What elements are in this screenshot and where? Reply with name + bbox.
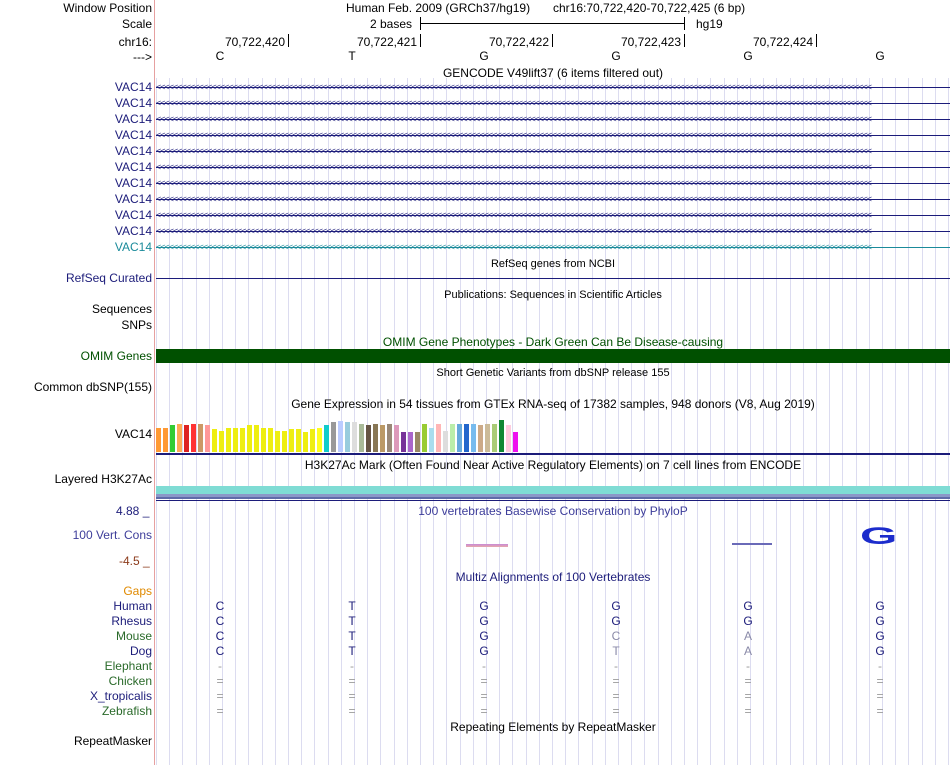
sequences-track-label[interactable]: Sequences — [91, 302, 152, 316]
gtex-tissue-bar[interactable] — [226, 428, 231, 452]
ruler-tick — [816, 34, 817, 47]
gtex-tissue-bar[interactable] — [205, 425, 210, 452]
gtex-tissue-bar[interactable] — [219, 431, 224, 452]
gencode-item-label[interactable]: VAC14 — [114, 80, 152, 94]
aligned-base: = — [876, 704, 884, 718]
gtex-tissue-bar[interactable] — [303, 432, 308, 452]
ruler-tick — [288, 34, 289, 47]
gencode-item-label[interactable]: VAC14 — [114, 224, 152, 238]
dbsnp-track-title[interactable]: Short Genetic Variants from dbSNP release 155 — [436, 367, 670, 379]
gtex-tissue-bar[interactable] — [282, 431, 287, 452]
species-label[interactable]: X_tropicalis — [89, 689, 152, 703]
aligned-base: G — [479, 629, 489, 643]
species-label[interactable]: Rhesus — [111, 614, 152, 628]
strand-arrows: <<<<<<<<<<<<<<<<<<<<<<<<<<<<<<<<<<<<<<<<<<<<<<<<<<<<<<<<<<<<<<<<<<<<<<<<<<<<<<<<<<<<<<<<<<<<<<<<<<<<<<<<<<<<<<<<<<<<<<<<<<<<<<<<<<<<<<<<<<<<<<<<<<<<<<<<<<<<<<<<<<<<<<<< — [156, 195, 871, 204]
gencode-item-label[interactable]: VAC14 — [114, 160, 152, 174]
aligned-base: = — [612, 674, 620, 688]
strand-arrows: <<<<<<<<<<<<<<<<<<<<<<<<<<<<<<<<<<<<<<<<<<<<<<<<<<<<<<<<<<<<<<<<<<<<<<<<<<<<<<<<<<<<<<<<<<<<<<<<<<<<<<<<<<<<<<<<<<<<<<<<<<<<<<<<<<<<<<<<<<<<<<<<<<<<<<<<<<<<<<<<<<<<<<<< — [156, 83, 871, 92]
dna-base: G — [875, 49, 885, 63]
gtex-track-label[interactable]: VAC14 — [114, 427, 152, 441]
gtex-tissue-bar[interactable] — [499, 420, 504, 452]
refseq-gene[interactable] — [156, 278, 950, 279]
gtex-tissue-bar[interactable] — [261, 428, 266, 452]
gencode-item-label[interactable]: VAC14 — [114, 208, 152, 222]
gtex-tissue-bar[interactable] — [394, 425, 399, 452]
gencode-item-label[interactable]: VAC14 — [114, 112, 152, 126]
h3k27ac-track-label[interactable]: Layered H3K27Ac — [54, 472, 152, 486]
strand-arrows: <<<<<<<<<<<<<<<<<<<<<<<<<<<<<<<<<<<<<<<<<<<<<<<<<<<<<<<<<<<<<<<<<<<<<<<<<<<<<<<<<<<<<<<<<<<<<<<<<<<<<<<<<<<<<<<<<<<<<<<<<<<<<<<<<<<<<<<<<<<<<<<<<<<<<<<<<<<<<<<<<<<<<<<< — [156, 211, 871, 220]
aligned-base: - — [482, 659, 486, 673]
gtex-track-title[interactable]: Gene Expression in 54 tissues from GTEx RNA-seq of 17382 samples, 948 donors (V8, Aug 2019) — [291, 397, 815, 411]
dna-base: G — [479, 49, 489, 63]
gtex-tissue-bar[interactable] — [331, 422, 336, 452]
phylop-max-label: 4.88 _ — [116, 504, 150, 518]
gtex-tissue-bar[interactable] — [310, 429, 315, 452]
aligned-base: = — [744, 689, 752, 703]
gtex-tissue-bar[interactable] — [184, 425, 189, 452]
gtex-tissue-bar[interactable] — [471, 424, 476, 452]
phylop-track-title[interactable]: 100 vertebrates Basewise Conservation by PhyloP — [418, 504, 688, 518]
gtex-tissue-bar[interactable] — [464, 424, 469, 452]
species-label[interactable]: Human — [113, 599, 152, 613]
aligned-base: = — [876, 689, 884, 703]
aligned-base: C — [611, 629, 621, 643]
gtex-tissue-bar[interactable] — [429, 428, 434, 452]
ruler-position-label: 70,722,421 — [356, 35, 417, 49]
aligned-base: A — [743, 644, 752, 658]
gtex-expression-chart[interactable] — [156, 413, 556, 452]
gtex-tissue-bar[interactable] — [268, 428, 273, 452]
dna-base: G — [611, 49, 621, 63]
species-label[interactable]: Dog — [129, 644, 152, 658]
gtex-tissue-bar[interactable] — [198, 424, 203, 452]
gtex-tissue-bar[interactable] — [359, 424, 364, 452]
aligned-base: C — [215, 629, 225, 643]
aligned-base: T — [348, 644, 356, 658]
strand-arrows: <<<<<<<<<<<<<<<<<<<<<<<<<<<<<<<<<<<<<<<<<<<<<<<<<<<<<<<<<<<<<<<<<<<<<<<<<<<<<<<<<<<<<<<<<<<<<<<<<<<<<<<<<<<<<<<<<<<<<<<<<<<<<<<<<<<<<<<<<<<<<<<<<<<<<<<<<<<<<<<<<<<<<<<< — [156, 131, 871, 140]
ruler-position-label: 70,722,420 — [224, 35, 285, 49]
scale-text: 2 bases — [370, 17, 413, 31]
gencode-item-label[interactable]: VAC14 — [114, 128, 152, 142]
gtex-tissue-bar[interactable] — [177, 424, 182, 452]
gencode-item-label[interactable]: VAC14 — [114, 240, 152, 254]
aligned-base: G — [875, 614, 885, 628]
gtex-tissue-bar[interactable] — [457, 424, 462, 452]
aligned-base: = — [216, 674, 224, 688]
aligned-base: G — [743, 614, 753, 628]
h3k27ac-layer-1[interactable] — [156, 486, 950, 494]
multiz-track-title[interactable]: Multiz Alignments of 100 Vertebrates — [455, 570, 651, 584]
aligned-base: = — [480, 674, 488, 688]
aligned-base: = — [348, 704, 356, 718]
dna-base: C — [215, 49, 225, 63]
gtex-tissue-bar[interactable] — [247, 425, 252, 452]
scale-bar — [420, 23, 684, 24]
gtex-tissue-bar[interactable] — [506, 425, 511, 452]
aligned-base: = — [744, 674, 752, 688]
aligned-base: A — [743, 629, 752, 643]
gtex-tissue-bar[interactable] — [317, 428, 322, 452]
aligned-base: T — [612, 644, 620, 658]
aligned-base: G — [743, 599, 753, 613]
aligned-base: C — [215, 599, 225, 613]
position-readout[interactable]: chr16:70,722,420-70,722,425 (6 bp) — [553, 1, 746, 15]
gtex-tissue-bar[interactable] — [485, 424, 490, 452]
aligned-base: = — [480, 704, 488, 718]
gtex-tissue-bar[interactable] — [443, 431, 448, 452]
aligned-base: G — [479, 614, 489, 628]
aligned-base: = — [612, 689, 620, 703]
aligned-base: = — [348, 674, 356, 688]
ruler-tick — [552, 34, 553, 47]
phylop-logo-g: G — [860, 523, 898, 550]
repeatmasker-track-label[interactable]: RepeatMasker — [73, 734, 152, 748]
dna-base: G — [743, 49, 753, 63]
aligned-base: G — [611, 614, 621, 628]
ruler-position-label: 70,722,424 — [752, 35, 813, 49]
phylop-min-label: -4.5 _ — [119, 554, 150, 568]
gtex-baseline — [156, 453, 950, 455]
aligned-base: = — [348, 689, 356, 703]
aligned-base: = — [612, 704, 620, 718]
aligned-base: T — [348, 599, 356, 613]
aligned-base: - — [350, 659, 354, 673]
strand-arrows: <<<<<<<<<<<<<<<<<<<<<<<<<<<<<<<<<<<<<<<<<<<<<<<<<<<<<<<<<<<<<<<<<<<<<<<<<<<<<<<<<<<<<<<<<<<<<<<<<<<<<<<<<<<<<<<<<<<<<<<<<<<<<<<<<<<<<<<<<<<<<<<<<<<<<<<<<<<<<<<<<<<<<<<< — [156, 227, 871, 236]
label-divider[interactable] — [154, 0, 155, 765]
gencode-item-label[interactable]: VAC14 — [114, 144, 152, 158]
aligned-base: C — [215, 644, 225, 658]
ruler-position-label: 70,722,422 — [488, 35, 549, 49]
gtex-tissue-bar[interactable] — [170, 425, 175, 452]
gtex-tissue-bar[interactable] — [415, 432, 420, 452]
gencode-item-label[interactable]: VAC14 — [114, 96, 152, 110]
aligned-base: = — [876, 674, 884, 688]
aligned-base: G — [875, 629, 885, 643]
gtex-tissue-bar[interactable] — [492, 424, 497, 452]
gencode-item-label[interactable]: VAC14 — [114, 176, 152, 190]
gtex-tissue-bar[interactable] — [380, 425, 385, 452]
chrom-label: chr16: — [118, 35, 152, 49]
refseq-track-label[interactable]: RefSeq Curated — [65, 271, 152, 285]
aligned-base: T — [348, 629, 356, 643]
strand-arrows: <<<<<<<<<<<<<<<<<<<<<<<<<<<<<<<<<<<<<<<<<<<<<<<<<<<<<<<<<<<<<<<<<<<<<<<<<<<<<<<<<<<<<<<<<<<<<<<<<<<<<<<<<<<<<<<<<<<<<<<<<<<<<<<<<<<<<<<<<<<<<<<<<<<<<<<<<<<<<<<<<<<<<<<< — [156, 179, 871, 188]
strand-arrows: <<<<<<<<<<<<<<<<<<<<<<<<<<<<<<<<<<<<<<<<<<<<<<<<<<<<<<<<<<<<<<<<<<<<<<<<<<<<<<<<<<<<<<<<<<<<<<<<<<<<<<<<<<<<<<<<<<<<<<<<<<<<<<<<<<<<<<<<<<<<<<<<<<<<<<<<<<<<<<<<<<<<<<<< — [156, 243, 871, 252]
omim-gene-bar[interactable] — [156, 349, 950, 363]
gtex-tissue-bar[interactable] — [373, 424, 378, 452]
gtex-tissue-bar[interactable] — [422, 424, 427, 452]
scale-label: Scale — [121, 17, 152, 31]
gencode-item-label[interactable]: VAC14 — [114, 192, 152, 206]
strand-arrows: <<<<<<<<<<<<<<<<<<<<<<<<<<<<<<<<<<<<<<<<<<<<<<<<<<<<<<<<<<<<<<<<<<<<<<<<<<<<<<<<<<<<<<<<<<<<<<<<<<<<<<<<<<<<<<<<<<<<<<<<<<<<<<<<<<<<<<<<<<<<<<<<<<<<<<<<<<<<<<<<<<<<<<<< — [156, 163, 871, 172]
aligned-base: G — [479, 599, 489, 613]
gtex-tissue-bar[interactable] — [289, 429, 294, 452]
dna-base: T — [348, 49, 356, 63]
strand-label: ---> — [133, 50, 152, 64]
species-label[interactable]: Mouse — [115, 629, 152, 643]
strand-arrows: <<<<<<<<<<<<<<<<<<<<<<<<<<<<<<<<<<<<<<<<<<<<<<<<<<<<<<<<<<<<<<<<<<<<<<<<<<<<<<<<<<<<<<<<<<<<<<<<<<<<<<<<<<<<<<<<<<<<<<<<<<<<<<<<<<<<<<<<<<<<<<<<<<<<<<<<<<<<<<<<<<<<<<<< — [156, 115, 871, 124]
gtex-tissue-bar[interactable] — [408, 432, 413, 452]
gtex-tissue-bar[interactable] — [254, 425, 259, 452]
gtex-tissue-bar[interactable] — [156, 428, 161, 452]
aligned-base: = — [744, 704, 752, 718]
gtex-tissue-bar[interactable] — [478, 425, 483, 452]
gtex-tissue-bar[interactable] — [324, 425, 329, 452]
assembly-title: Human Feb. 2009 (GRCh37/hg19) — [346, 1, 531, 15]
snps-track-label[interactable]: SNPs — [121, 318, 152, 332]
gtex-tissue-bar[interactable] — [296, 429, 301, 452]
h3k27ac-baseline — [156, 500, 950, 501]
omim-track-title[interactable]: OMIM Gene Phenotypes - Dark Green Can Be Disease-causing — [382, 335, 724, 349]
refseq-track-title[interactable]: RefSeq genes from NCBI — [490, 258, 616, 270]
gtex-tissue-bar[interactable] — [240, 428, 245, 452]
gtex-tissue-bar[interactable] — [401, 432, 406, 452]
scale-bar-right — [684, 17, 685, 30]
phylop-track-label[interactable]: 100 Vert. Cons — [72, 528, 152, 542]
gtex-tissue-bar[interactable] — [233, 428, 238, 452]
aligned-base: T — [348, 614, 356, 628]
gtex-tissue-bar[interactable] — [275, 431, 280, 452]
species-label[interactable]: Chicken — [108, 674, 152, 688]
phylop-signal-2[interactable] — [732, 543, 772, 545]
gtex-tissue-bar[interactable] — [212, 429, 217, 452]
aligned-base: G — [611, 599, 621, 613]
gtex-tissue-bar[interactable] — [345, 422, 350, 452]
ruler-tick — [420, 34, 421, 47]
ruler-position-label: 70,722,423 — [620, 35, 681, 49]
species-label[interactable]: Zebrafish — [101, 704, 152, 718]
strand-arrows: <<<<<<<<<<<<<<<<<<<<<<<<<<<<<<<<<<<<<<<<<<<<<<<<<<<<<<<<<<<<<<<<<<<<<<<<<<<<<<<<<<<<<<<<<<<<<<<<<<<<<<<<<<<<<<<<<<<<<<<<<<<<<<<<<<<<<<<<<<<<<<<<<<<<<<<<<<<<<<<<<<<<<<<< — [156, 99, 871, 108]
phylop-signal-1[interactable] — [466, 544, 508, 547]
gtex-tissue-bar[interactable] — [387, 424, 392, 452]
gtex-tissue-bar[interactable] — [338, 421, 343, 452]
gtex-tissue-bar[interactable] — [352, 422, 357, 452]
species-label[interactable]: Elephant — [104, 659, 152, 673]
aligned-base: G — [875, 644, 885, 658]
aligned-base: = — [216, 704, 224, 718]
gaps-label: Gaps — [123, 584, 152, 598]
aligned-base: = — [216, 689, 224, 703]
aligned-base: C — [215, 614, 225, 628]
gtex-tissue-bar[interactable] — [436, 424, 441, 452]
gtex-tissue-bar[interactable] — [513, 432, 518, 452]
ruler-tick — [684, 34, 685, 47]
gtex-tissue-bar[interactable] — [163, 428, 168, 452]
h3k27ac-track-title[interactable]: H3K27Ac Mark (Often Found Near Active Regulatory Elements) on 7 cell lines from ENCODE — [304, 458, 802, 472]
db-label: hg19 — [696, 17, 723, 31]
strand-arrows: <<<<<<<<<<<<<<<<<<<<<<<<<<<<<<<<<<<<<<<<<<<<<<<<<<<<<<<<<<<<<<<<<<<<<<<<<<<<<<<<<<<<<<<<<<<<<<<<<<<<<<<<<<<<<<<<<<<<<<<<<<<<<<<<<<<<<<<<<<<<<<<<<<<<<<<<<<<<<<<<<<<<<<<< — [156, 147, 871, 156]
aligned-base: - — [878, 659, 882, 673]
dbsnp-track-label[interactable]: Common dbSNP(155) — [33, 380, 152, 394]
repeatmasker-track-title[interactable]: Repeating Elements by RepeatMasker — [450, 720, 656, 734]
publications-track-title[interactable]: Publications: Sequences in Scientific Articles — [444, 289, 662, 301]
omim-track-label[interactable]: OMIM Genes — [80, 349, 152, 363]
aligned-base: = — [480, 689, 488, 703]
aligned-base: G — [875, 599, 885, 613]
aligned-base: - — [746, 659, 750, 673]
aligned-base: - — [218, 659, 222, 673]
gencode-track-title[interactable]: GENCODE V49lift37 (6 items filtered out) — [442, 66, 664, 80]
gtex-tissue-bar[interactable] — [450, 424, 455, 452]
aligned-base: - — [614, 659, 618, 673]
h3k27ac-layer-3[interactable] — [156, 497, 950, 499]
window-position-label: Window Position — [63, 1, 152, 15]
gtex-tissue-bar[interactable] — [366, 425, 371, 452]
aligned-base: G — [479, 644, 489, 658]
gtex-tissue-bar[interactable] — [191, 424, 196, 452]
